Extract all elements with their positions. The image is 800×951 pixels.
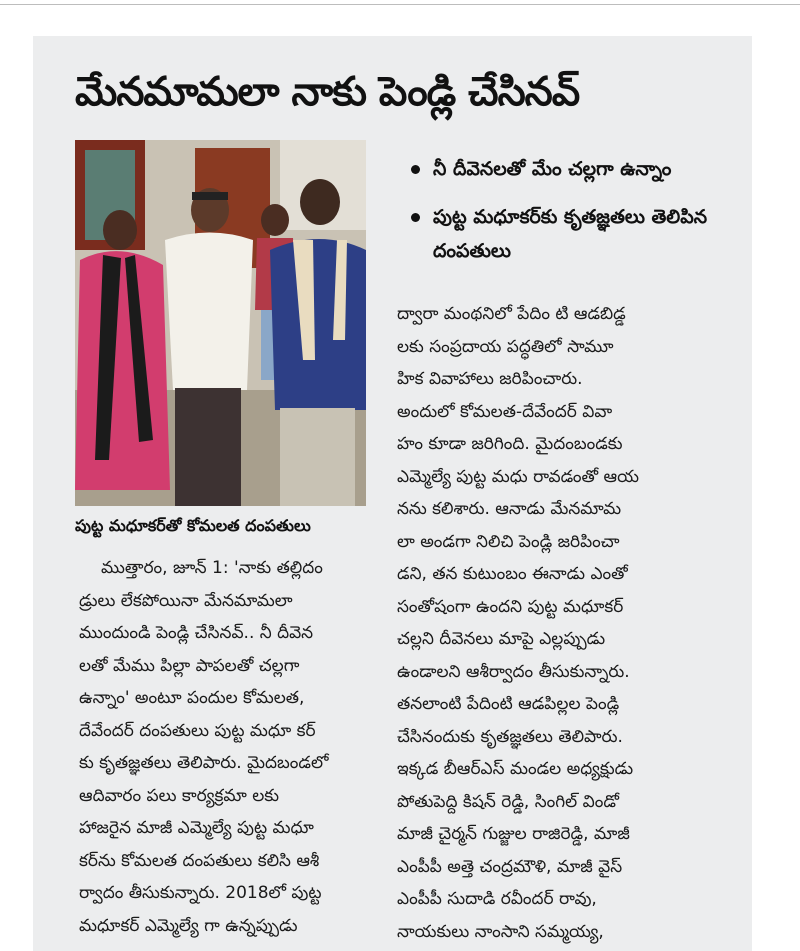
text-line: ఆదివారం పలు కార్యక్రమా లకు	[79, 785, 280, 806]
text-line: సంతోషంగా ఉందని పుట్ట మధూకర్	[397, 596, 624, 617]
page-top-rule	[0, 0, 800, 5]
text-line: కు కృతజ్ఞతలు తెలిపారు. మైదబండలో	[79, 753, 329, 773]
text-line: ర్వాదం తీసుకున్నారు. 2018లో పుట్ట	[79, 883, 322, 903]
text-line: లకు సంప్రదాయ పద్ధతిలో సామూ	[397, 336, 614, 357]
text-line: మాజీ చైర్మన్ గుజ్జుల రాజిరెడ్డి, మాజీ	[397, 824, 630, 844]
text-line: హిక వివాహాలు జరిపించారు.	[397, 369, 583, 389]
text-line: చేసినందుకు కృతజ్ఞతలు తెలిపారు.	[397, 726, 623, 747]
text-line: ముందుండి పెండ్లి చేసినవ్.. నీ దీవెన	[79, 623, 314, 643]
bullet-item: పుట్ట మధూకర్‌కు కృతజ్ఞతలు తెలిపిన దంపతులు	[411, 200, 731, 268]
text-line: పోతుపెద్ది కిషన్ రెడ్డి, సింగిల్ విండో	[397, 791, 619, 812]
text-line: ద్వారా మంథనిలో పేదిం టి ఆడబిడ్డ	[397, 304, 626, 324]
text-line: హాజరైన మాజీ ఎమ్మెల్యే పుట్ట మధూ	[79, 818, 314, 838]
text-line: డని, తన కుటుంబం ఈనాడు ఎంతో	[397, 564, 628, 584]
text-line: ముత్తారం, జూన్ 1: 'నాకు తల్లిదం	[101, 558, 323, 578]
news-photo	[75, 140, 366, 506]
text-line: తనలాంటి పేదింటి ఆడపిల్లల పెండ్లి	[397, 694, 620, 714]
article-left-column	[79, 552, 371, 942]
text-line: నను కలిశారు. ఆనాడు మేనమామ	[397, 499, 622, 519]
text-line: అందులో కోమలత-దేవేందర్ వివా	[397, 401, 613, 422]
newspaper-clipping	[33, 36, 752, 951]
text-line: నాయకులు నాంసాని సమ్మయ్య,	[397, 921, 604, 942]
text-line: ఇక్కడ బీఆర్‌ఎస్ మండల అధ్యక్షుడు	[397, 759, 634, 779]
bullet-dot-icon	[411, 213, 420, 222]
text-line: కర్‌ను కోమలత దంపతులు కలిసి ఆశీ	[79, 850, 320, 871]
text-line: ఉన్నాం' అంటూ పందుల కోమలత,	[79, 688, 305, 708]
text-line: ఎంపీపీ అత్తె చంద్రమౌళి, మాజీ వైస్	[397, 856, 623, 877]
article-right-column	[397, 298, 709, 948]
text-line: లతో మేము పిల్లా పాపలతో చల్లగా	[79, 655, 300, 676]
text-line: డ్రులు లేకపోయినా మేనమామలా	[79, 590, 293, 611]
text-line: ఉండాలని ఆశీర్వాదం తీసుకున్నారు.	[397, 661, 630, 682]
couple-with-leader-photo	[75, 140, 366, 506]
headline: మేనమామలా నాకు పెండ్లి చేసినవ్	[75, 69, 580, 115]
bullet-item: నీ దీవెనలతో మేం చల్లగా ఉన్నాం	[411, 152, 731, 186]
photo-caption: పుట్ట మధూకర్‌తో కోమలత దంపతులు	[75, 516, 311, 535]
text-line: మధూకర్ ఎమ్మెల్యే గా ఉన్నప్పుడు	[79, 915, 298, 936]
text-line: ఎమ్మెల్యే పుట్ట మధు రావడంతో ఆయ	[397, 466, 639, 487]
highlight-bullets	[411, 152, 731, 282]
text-line: లా అండగా నిలిచి పెండ్లి జరిపించా	[397, 531, 620, 552]
text-line: హం కూడా జరిగింది. మైదంబండకు	[397, 434, 623, 454]
text-line: దేవేందర్ దంపతులు పుట్ట మధూ కర్	[79, 720, 316, 741]
bullet-dot-icon	[411, 165, 420, 174]
text-line: చల్లని దీవెనలు మాపై ఎల్లప్పుడు	[397, 629, 606, 649]
text-line: ఎంపీపీ సుదాడి రవీందర్ రావు,	[397, 889, 597, 909]
